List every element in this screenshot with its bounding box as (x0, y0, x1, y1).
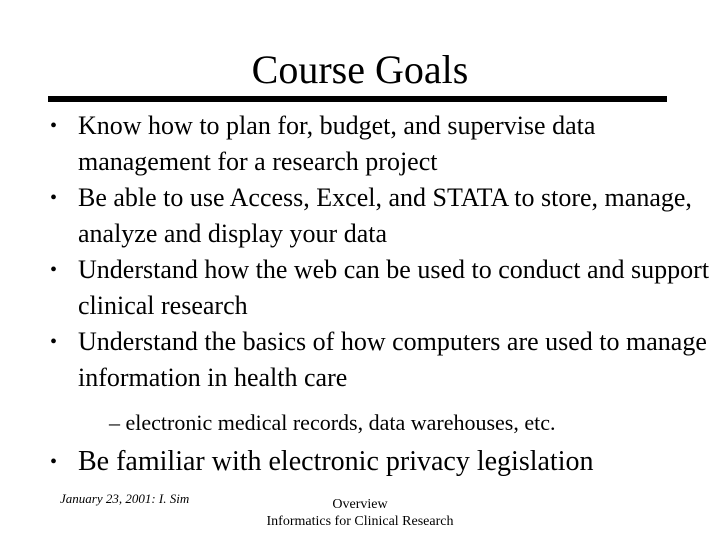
bullet-item (0, 252, 720, 324)
bullet-item (0, 324, 720, 396)
bullet-item (0, 108, 720, 180)
bullet-list (0, 108, 720, 480)
footer-course-name: Informatics for Clinical Research (266, 514, 454, 529)
bullet-marker: • (50, 451, 58, 473)
bullet-text: Understand how the web can be used to conduct and support clinical research (78, 255, 710, 320)
bullet-marker: • (50, 187, 58, 209)
bullet-item (0, 180, 720, 252)
sub-bullet-text: – electronic medical records, data warehouses, etc. (109, 410, 556, 435)
bullet-text: Know how to plan for, budget, and supervise data management for a research project (78, 111, 596, 176)
sub-bullet-item (0, 408, 720, 438)
bullet-marker: • (50, 331, 58, 353)
slide-title: Course Goals (251, 47, 469, 92)
footer-date-author: January 23, 2001: I. Sim (60, 491, 190, 506)
bullet-item (0, 444, 720, 480)
bullet-text: Be able to use Access, Excel, and STATA to store, manage, analyze and display your data (78, 183, 692, 248)
bullet-text: Understand the basics of how computers are used to manage information in health care (78, 327, 707, 392)
bullet-marker: • (50, 115, 58, 137)
bullet-text: Be familiar with electronic privacy legislation (78, 446, 594, 477)
title-divider (48, 96, 667, 102)
bullet-marker: • (50, 259, 58, 281)
footer-center (200, 496, 520, 530)
footer-section-name: Overview (332, 497, 388, 512)
